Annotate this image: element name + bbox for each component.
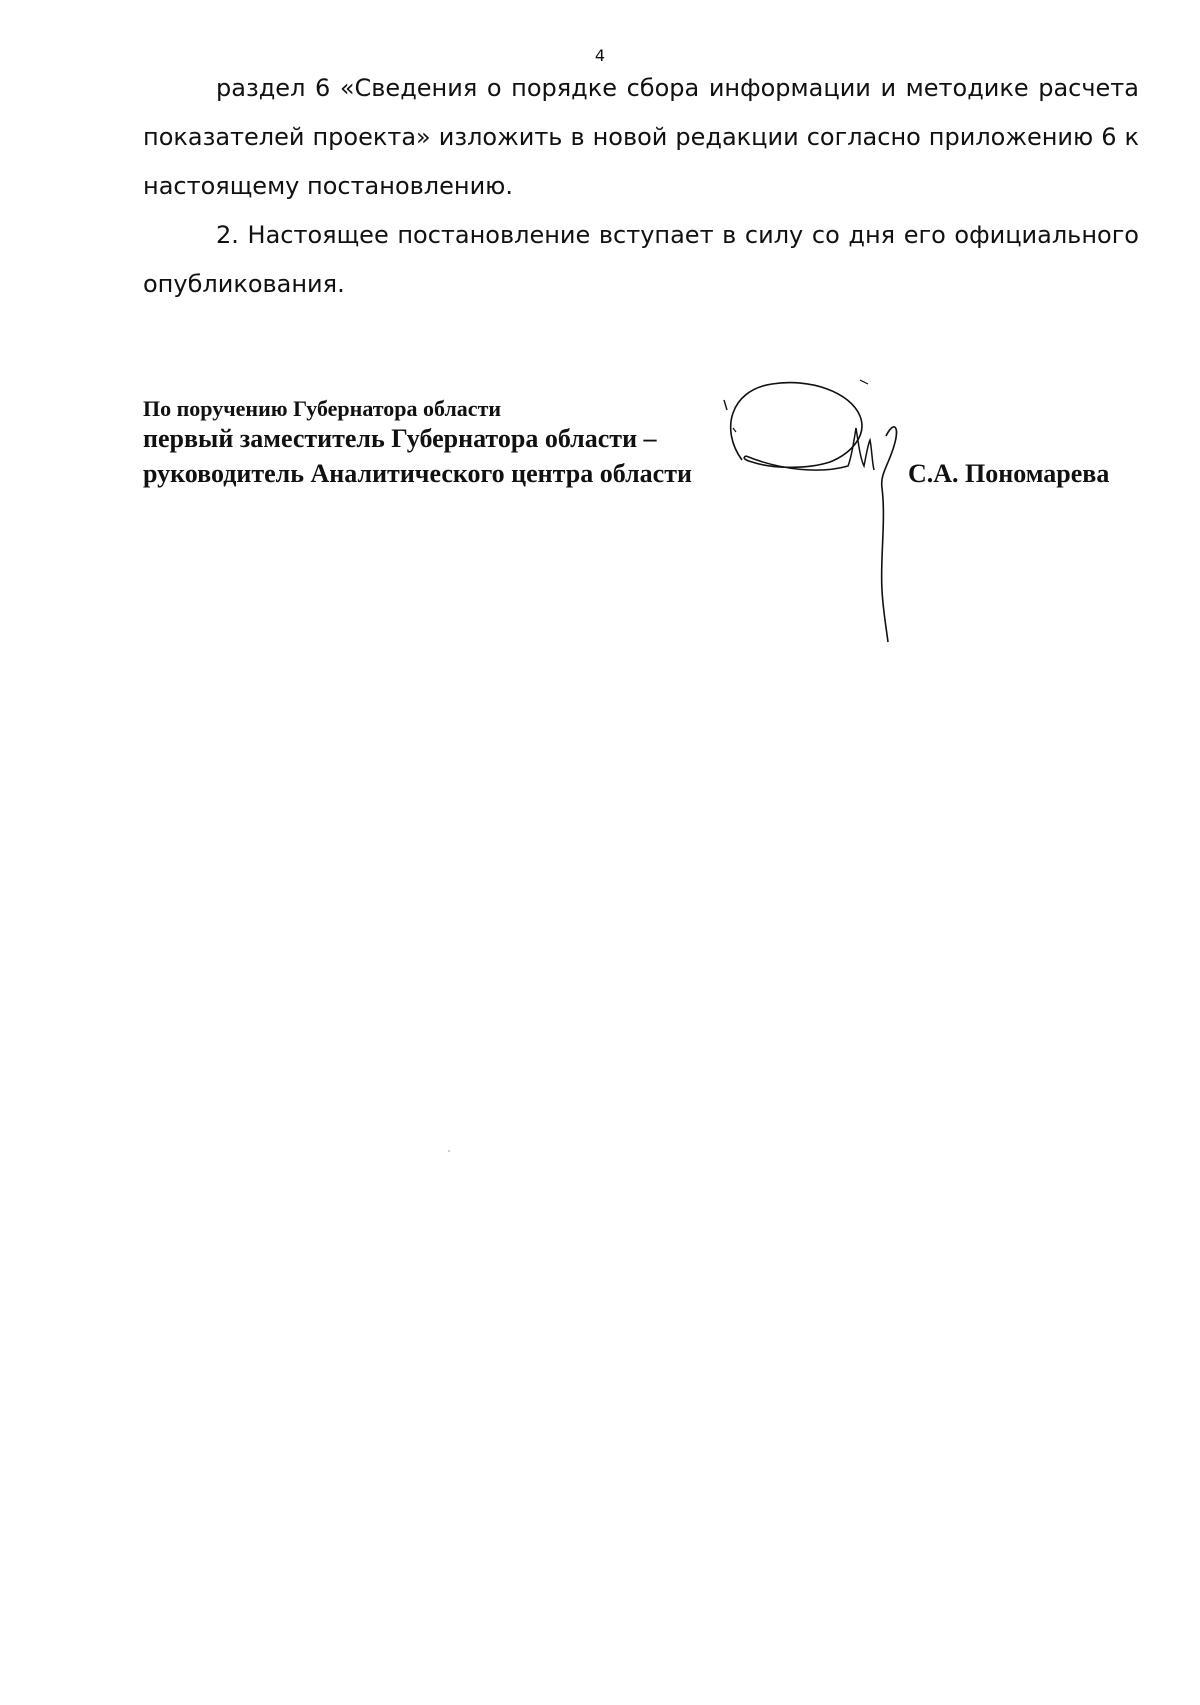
paragraph-section-6 [143,64,1139,211]
signatory-position-line: руководитель Аналитического центра области [143,459,692,488]
handwritten-signature [700,370,920,650]
signatory-title-line: первый заместитель Губернатора области – [143,424,657,453]
paragraph-text: 2. Настоящее постановление вступает в силу со дня его официального опубликования. [143,221,1139,298]
paragraph-text: раздел 6 «Сведения о порядке сбора информации и методике расчета показателей проекта» изложить в новой редакции согласно приложению 6 к настоящему постановлению. [143,74,1139,200]
page-number: 4 [594,46,606,65]
signature-on-behalf-line: По поручению Губернатора области [143,396,502,421]
paragraph-effective-date [143,211,1139,309]
scan-speck [448,1150,450,1152]
signatory-name: С.А. Пономарева [908,459,1110,488]
